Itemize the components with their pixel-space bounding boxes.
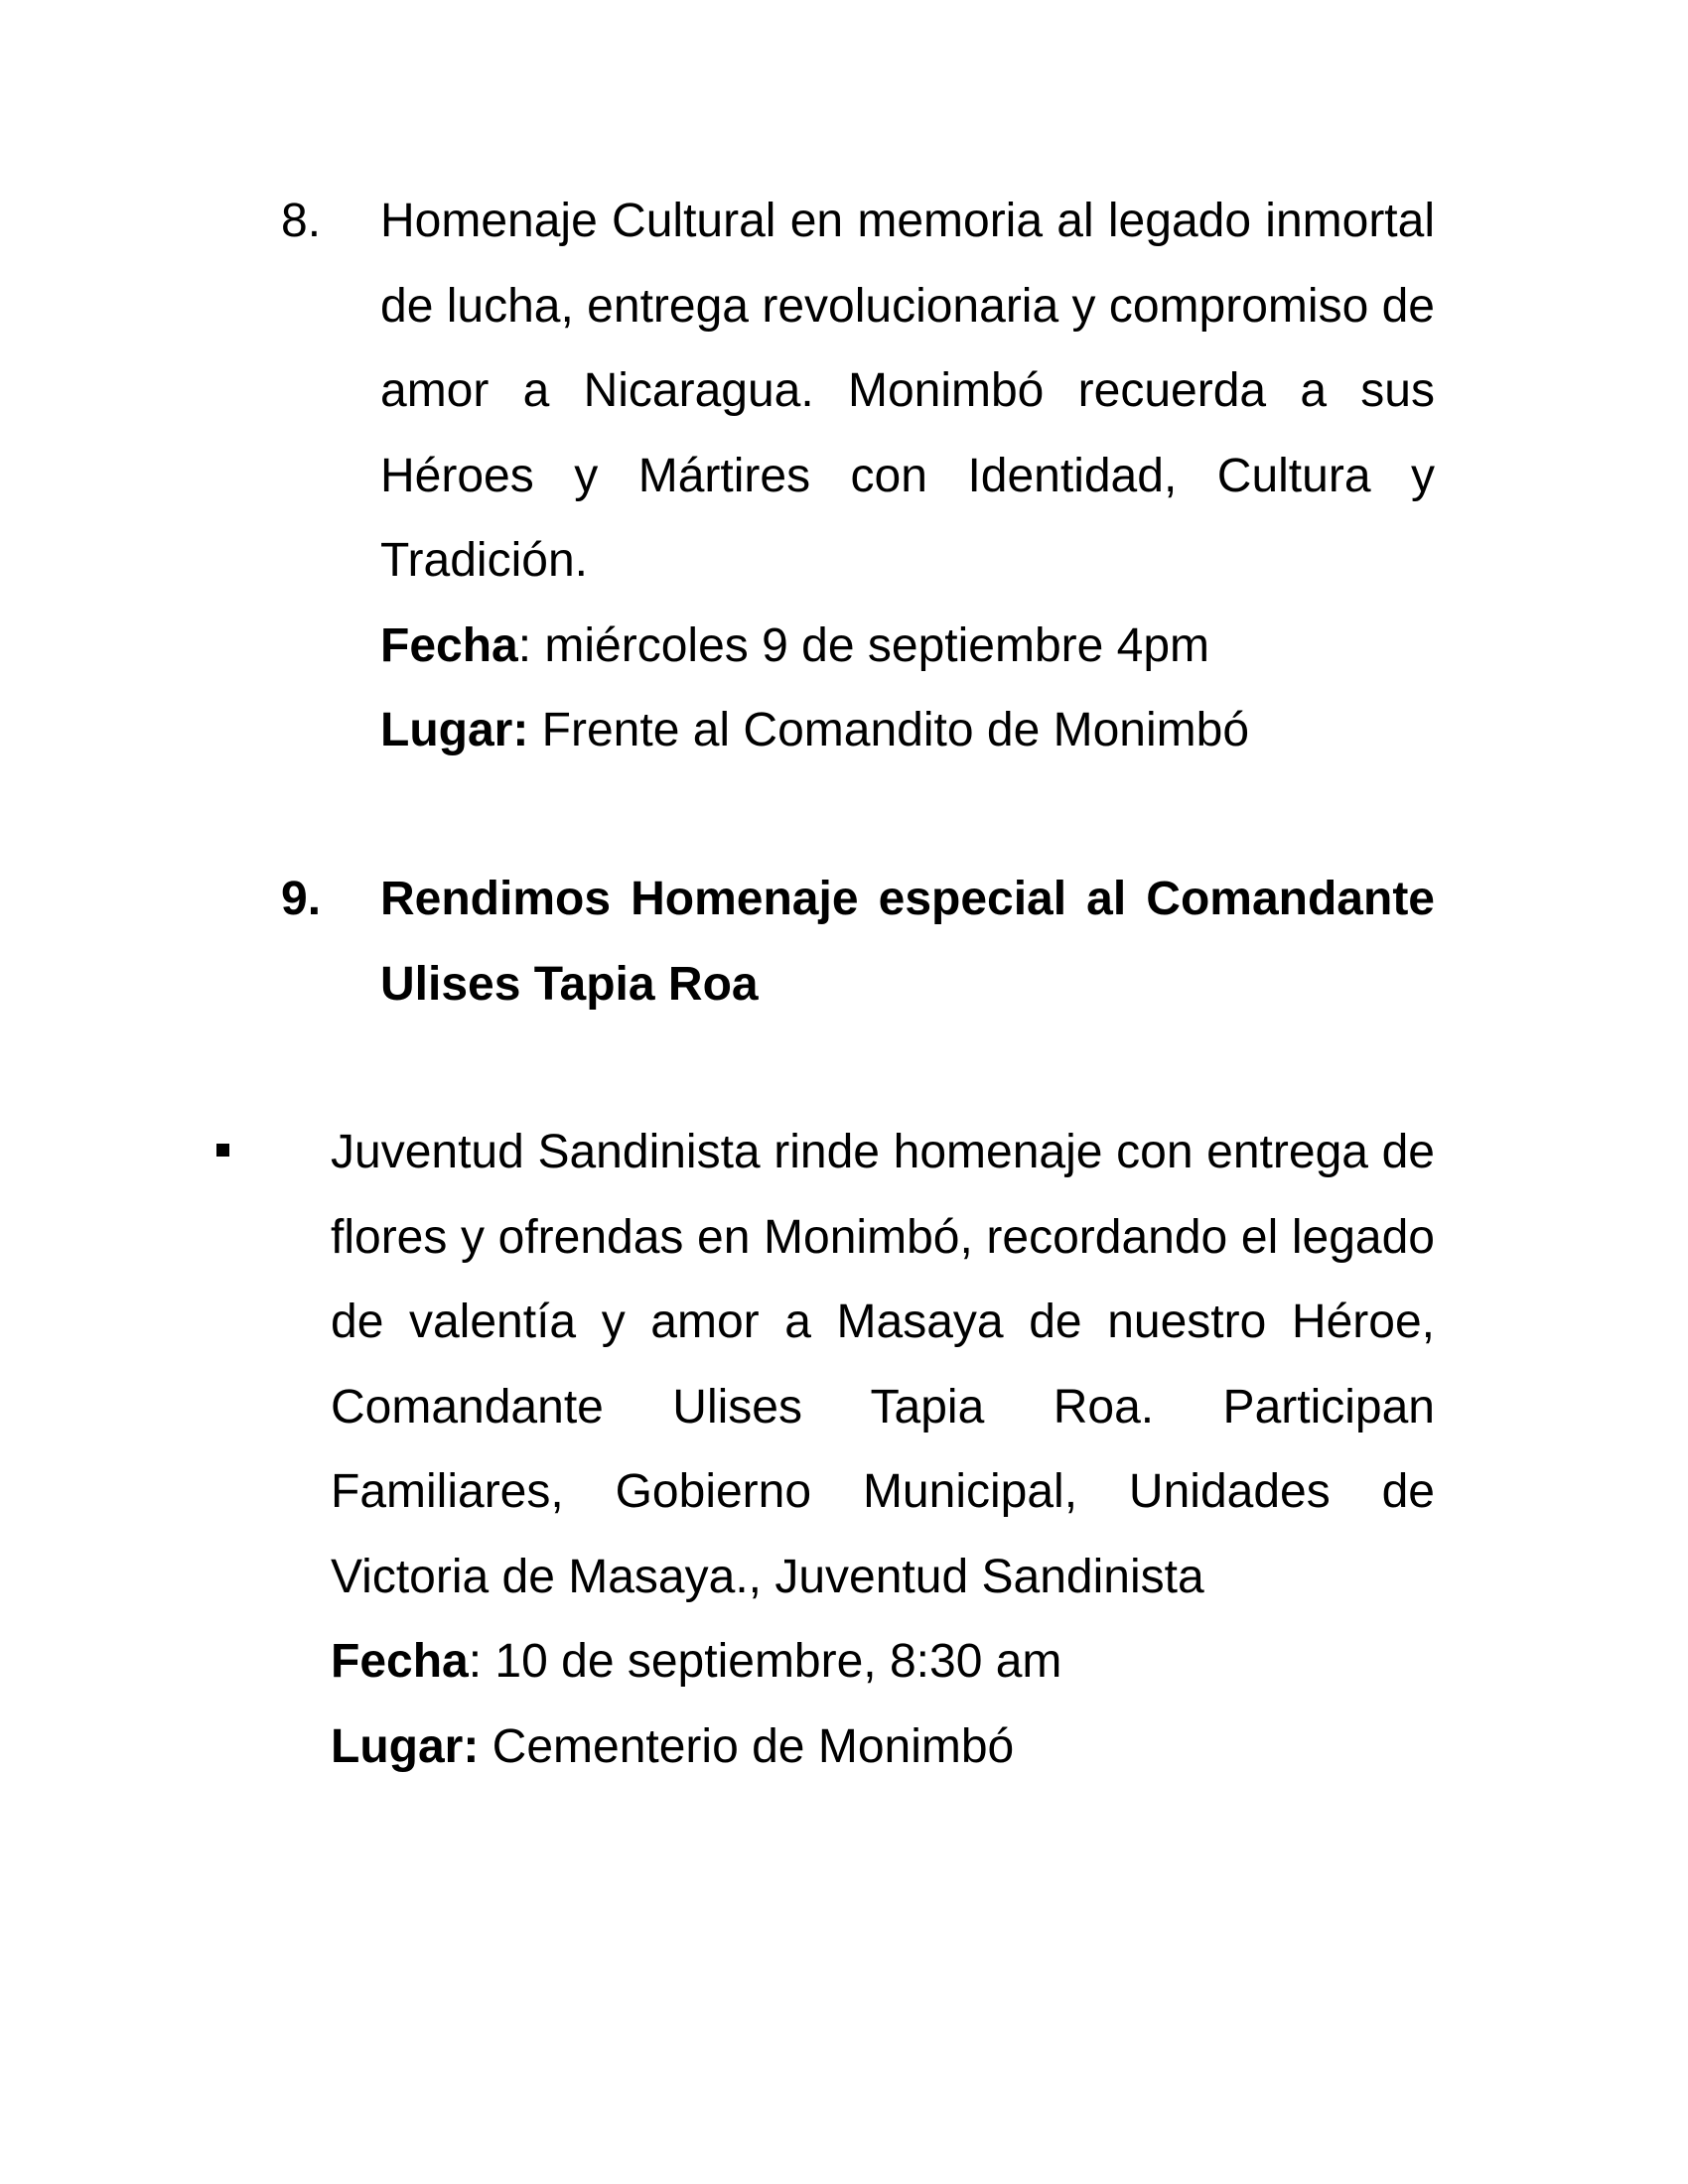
place-value: Frente al Comandito de Monimbó bbox=[528, 704, 1250, 756]
item-body bbox=[380, 179, 1435, 773]
item-number: 9. bbox=[281, 873, 322, 925]
bullet-description: Juventud Sandinista rinde homenaje con entrega de flores y ofrendas en Monimbó, recordando el legado de valentía y amor a Masaya de nuestro Héroe, Comandante Ulises Tapia Roa. Participan Familiares, Gobierno Municipal, Unidades de Victoria de Masaya., Juventud Sandinista bbox=[331, 1126, 1435, 1603]
date-value: : 10 de septiembre, 8:30 am bbox=[468, 1635, 1062, 1688]
date-value: : miércoles 9 de septiembre 4pm bbox=[517, 618, 1210, 672]
bullet-item bbox=[216, 1110, 1435, 1789]
place-value: Cementerio de Monimbó bbox=[479, 1719, 1015, 1773]
place-label: Lugar: bbox=[331, 1719, 480, 1773]
agenda-item-9 bbox=[281, 857, 1435, 1026]
date-line bbox=[331, 1619, 1435, 1705]
date-line bbox=[380, 604, 1435, 689]
bullet-body bbox=[331, 1110, 1435, 1789]
square-bullet-icon bbox=[216, 1144, 229, 1157]
date-label: Fecha bbox=[331, 1635, 469, 1688]
agenda-item-8 bbox=[281, 179, 1435, 773]
date-label: Fecha bbox=[380, 618, 518, 672]
item-title: Rendimos Homenaje especial al Comandante Ulises Tapia Roa bbox=[380, 873, 1435, 1011]
place-label: Lugar: bbox=[380, 704, 529, 756]
item-number: 8. bbox=[281, 195, 322, 247]
place-line bbox=[380, 688, 1435, 773]
item-description: Homenaje Cultural en memoria al legado inmortal de lucha, entrega revolucionaria y compromiso de amor a Nicaragua. Monimbó recuerda a sus Héroes y Mártires con Identidad, Cultura y Tradición. bbox=[380, 195, 1435, 587]
place-line bbox=[331, 1705, 1435, 1790]
